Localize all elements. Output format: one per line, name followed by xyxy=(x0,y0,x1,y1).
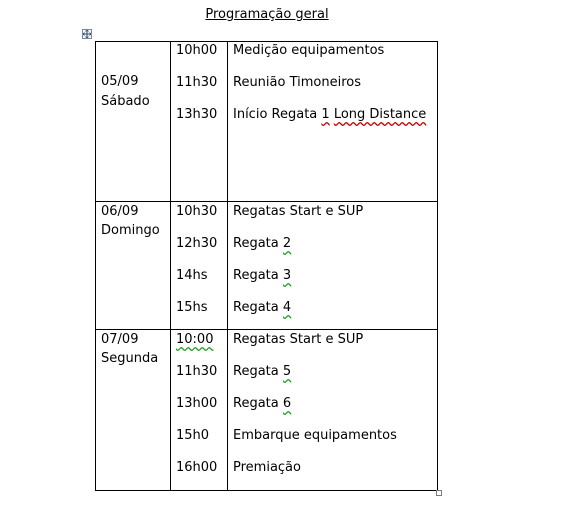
activity-number: 4 xyxy=(282,300,292,315)
table-resize-handle[interactable] xyxy=(436,490,442,496)
activity-text: Regata xyxy=(233,268,283,283)
activity-number: 5 xyxy=(282,364,292,379)
table-column-divider xyxy=(170,41,171,491)
day-date: 05/09 xyxy=(101,74,139,89)
event-time: 10h00 xyxy=(176,43,218,58)
event-time: 14hs xyxy=(176,268,208,283)
table-row-divider xyxy=(95,201,438,202)
activity-text: Regata xyxy=(233,364,283,379)
event-activity: Medição equipamentos xyxy=(233,43,385,58)
event-time: 12h30 xyxy=(176,236,218,251)
event-time: 15h0 xyxy=(176,428,210,443)
event-time: 15hs xyxy=(176,300,208,315)
event-activity xyxy=(233,364,291,380)
day-weekday: Domingo xyxy=(101,223,160,238)
event-time: 11h30 xyxy=(176,75,218,90)
activity-number: 6 xyxy=(282,396,292,411)
table-border-top xyxy=(95,41,438,42)
event-time: 16h00 xyxy=(176,460,218,475)
day-weekday: Sábado xyxy=(101,94,150,109)
event-time: 13h00 xyxy=(176,396,218,411)
activity-number: 2 xyxy=(282,236,292,251)
event-activity: Regatas Start e SUP xyxy=(233,332,364,347)
activity-text: Início Regata xyxy=(233,107,322,122)
event-activity: Embarque equipamentos xyxy=(233,428,397,443)
table-border-right xyxy=(437,41,438,491)
event-activity xyxy=(233,396,291,412)
activity-text: Long Distance xyxy=(333,107,427,122)
table-border-bottom xyxy=(95,490,438,491)
event-time: 10:00 xyxy=(176,332,214,347)
event-activity xyxy=(233,236,291,252)
page-title: Programação geral xyxy=(205,7,329,22)
event-time: 13h30 xyxy=(176,107,218,122)
day-weekday: Segunda xyxy=(101,351,159,366)
event-activity xyxy=(233,300,291,316)
event-activity xyxy=(233,107,426,123)
event-time: 10h30 xyxy=(176,204,218,219)
activity-number: 3 xyxy=(282,268,292,283)
activity-text: Regata xyxy=(233,300,283,315)
table-move-handle-icon[interactable] xyxy=(82,29,92,39)
table-row-divider xyxy=(95,329,438,330)
event-activity: Regatas Start e SUP xyxy=(233,204,364,219)
activity-text: Regata xyxy=(233,236,283,251)
day-date: 06/09 xyxy=(101,204,139,219)
table-column-divider xyxy=(227,41,228,491)
event-time: 11h30 xyxy=(176,364,218,379)
table-border-left xyxy=(95,41,96,491)
event-activity xyxy=(233,268,291,284)
event-activity: Premiação xyxy=(233,460,301,475)
activity-number: 1 xyxy=(321,107,330,122)
event-activity: Reunião Timoneiros xyxy=(233,75,361,90)
day-date: 07/09 xyxy=(101,332,139,347)
activity-text: Regata xyxy=(233,396,283,411)
